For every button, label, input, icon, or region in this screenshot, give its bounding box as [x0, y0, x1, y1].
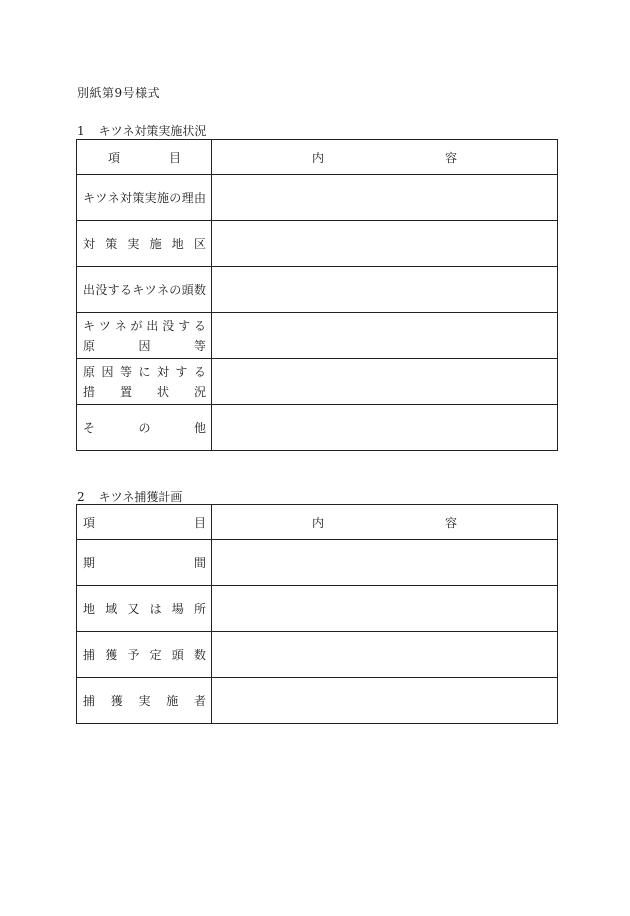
table-row: [77, 267, 558, 313]
label-char: 況: [193, 385, 206, 399]
label-char: キ: [83, 191, 96, 205]
row-label-line: [83, 692, 206, 709]
label-char: 他: [193, 421, 206, 435]
label-char: 者: [193, 694, 206, 708]
label-char: 捕: [83, 648, 96, 662]
label-char: 状: [156, 385, 169, 399]
label-char: 数: [193, 648, 206, 662]
label-char: ツ: [95, 191, 108, 205]
label-char: 等: [193, 339, 206, 353]
label-char: る: [193, 365, 206, 379]
table-row: [77, 586, 558, 632]
label-char: 獲: [110, 694, 123, 708]
content-field-fox-count[interactable]: [212, 267, 558, 313]
header-content-label: [212, 514, 557, 531]
label-char: 由: [193, 191, 206, 205]
label-char: 実: [144, 191, 157, 205]
label-char: の: [169, 283, 182, 297]
label-char: す: [107, 283, 120, 297]
row-label-line: [83, 317, 206, 334]
row-label-line: [83, 554, 206, 571]
header-item-cell: [77, 505, 212, 540]
label-char: が: [130, 319, 143, 333]
row-label-location: [77, 586, 212, 632]
label-char: 頭: [181, 283, 194, 297]
row-label-line: [83, 235, 206, 252]
table-row: [77, 313, 558, 359]
row-label-reason: [77, 175, 212, 221]
label-char: ネ: [107, 191, 120, 205]
row-label-measures: [77, 359, 212, 405]
label-char: 捕: [83, 694, 96, 708]
label-char: 数: [193, 283, 206, 297]
label-char: 因: [138, 339, 151, 353]
header-item-label: [83, 149, 206, 166]
row-label-line: [83, 189, 206, 206]
row-label-fox-count: [77, 267, 212, 313]
label-char: ツ: [98, 319, 111, 333]
label-char: 目: [193, 515, 206, 530]
label-char: の: [138, 421, 151, 435]
row-label-line: [83, 337, 206, 354]
row-label-period: [77, 540, 212, 586]
row-label-line: [83, 600, 206, 617]
label-char: 頭: [171, 648, 184, 662]
section-2-title: [77, 488, 182, 505]
row-label-line: [83, 363, 206, 380]
label-char: 地: [83, 602, 96, 616]
label-char: ネ: [156, 283, 169, 297]
row-label-line: [83, 383, 206, 400]
label-char: に: [138, 365, 151, 379]
section-2-title-text: キツネ捕獲計画: [98, 490, 183, 504]
row-label-other: [77, 405, 212, 451]
label-char: キ: [132, 283, 145, 297]
label-char: 因: [101, 365, 114, 379]
label-char: 間: [193, 556, 206, 570]
section-1-number: 1: [77, 124, 85, 138]
label-char: は: [149, 602, 162, 616]
label-char: 実: [127, 237, 140, 251]
section-1-title: [77, 122, 206, 139]
label-char: キ: [83, 319, 96, 333]
label-char: 区: [193, 237, 206, 251]
table-header-row: [77, 140, 558, 175]
row-label-area: [77, 221, 212, 267]
header-item-cell: [77, 140, 212, 175]
label-char: の: [169, 191, 182, 205]
label-char: る: [119, 283, 132, 297]
label-char: 容: [444, 515, 457, 530]
fox-capture-plan-table: [76, 504, 558, 724]
label-char: 予: [127, 648, 140, 662]
label-char: 策: [105, 237, 118, 251]
label-char: 目: [168, 150, 181, 165]
label-char: 没: [162, 319, 175, 333]
content-field-implementer[interactable]: [212, 678, 558, 724]
label-char: そ: [83, 421, 96, 435]
label-char: 没: [95, 283, 108, 297]
row-label-causes: [77, 313, 212, 359]
label-char: 出: [83, 283, 96, 297]
content-field-planned-count[interactable]: [212, 632, 558, 678]
table-row: [77, 405, 558, 451]
header-content-cell: [212, 140, 558, 175]
label-char: ツ: [144, 283, 157, 297]
label-char: 等: [119, 365, 132, 379]
label-char: 出: [146, 319, 159, 333]
label-char: 定: [149, 648, 162, 662]
label-char: 施: [166, 694, 179, 708]
label-char: ネ: [114, 319, 127, 333]
label-char: 措: [83, 385, 96, 399]
header-content-cell: [212, 505, 558, 540]
label-char: 置: [119, 385, 132, 399]
fox-countermeasure-status-table: [76, 139, 558, 451]
row-label-implementer: [77, 678, 212, 724]
row-label-planned-count: [77, 632, 212, 678]
section-2-number: 2: [77, 490, 85, 504]
table-row: [77, 359, 558, 405]
table-row: [77, 175, 558, 221]
label-char: 期: [83, 556, 96, 570]
table-row: [77, 221, 558, 267]
content-field-location[interactable]: [212, 586, 558, 632]
label-char: 対: [83, 237, 96, 251]
label-char: 域: [105, 602, 118, 616]
table-row: [77, 632, 558, 678]
label-char: 対: [119, 191, 132, 205]
label-char: 又: [127, 602, 140, 616]
label-char: す: [175, 365, 188, 379]
label-char: 所: [193, 602, 206, 616]
row-label-line: [83, 281, 206, 298]
content-field-other[interactable]: [212, 405, 558, 451]
label-char: 原: [83, 339, 96, 353]
content-field-reason[interactable]: [212, 175, 558, 221]
content-field-period[interactable]: [212, 540, 558, 586]
label-char: 項: [83, 515, 96, 530]
content-field-area[interactable]: [212, 221, 558, 267]
label-char: 施: [149, 237, 162, 251]
table-row: [77, 678, 558, 724]
content-field-causes[interactable]: [212, 313, 558, 359]
label-char: る: [193, 319, 206, 333]
row-label-line: [83, 419, 206, 436]
form-number-label: 別紙第9号様式: [77, 86, 161, 100]
label-char: 内: [312, 150, 325, 165]
label-char: 地: [171, 237, 184, 251]
content-field-measures[interactable]: [212, 359, 558, 405]
header-item-label: [83, 514, 206, 531]
row-label-line: [83, 646, 206, 663]
label-char: 原: [83, 365, 96, 379]
label-char: 実: [138, 694, 151, 708]
label-char: 項: [108, 150, 121, 165]
header-content-label: [212, 149, 557, 166]
label-char: 内: [312, 515, 325, 530]
label-char: 場: [171, 602, 184, 616]
label-char: 理: [181, 191, 194, 205]
label-char: 施: [156, 191, 169, 205]
label-char: す: [178, 319, 191, 333]
table-header-row: [77, 505, 558, 540]
label-char: 対: [156, 365, 169, 379]
table-row: [77, 540, 558, 586]
section-1-title-text: キツネ対策実施状況: [98, 124, 207, 138]
label-char: 獲: [105, 648, 118, 662]
label-char: 容: [444, 150, 457, 165]
label-char: 策: [132, 191, 145, 205]
